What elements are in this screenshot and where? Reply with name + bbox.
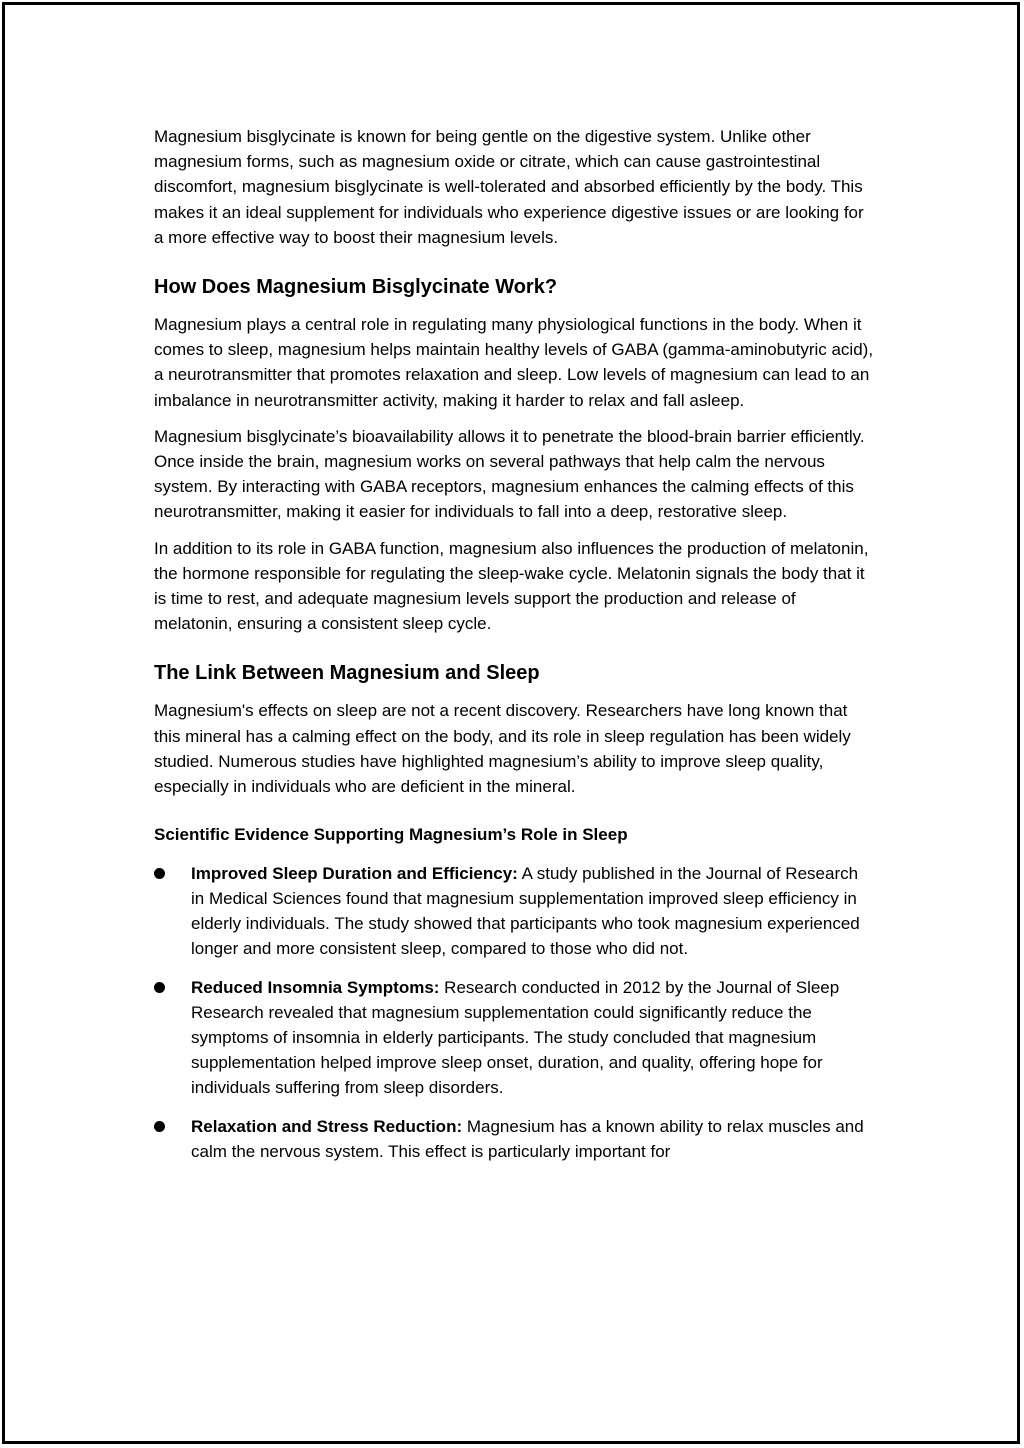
body-paragraph: In addition to its role in GABA function, magnesium also influences the production of melatonin, the hormone responsible for regulating the sleep-wake cycle. Melatonin signals the body that it is time to rest, and adequate magnesium levels support the production and release of melatonin, ensuring a consistent sleep cycle. [154, 538, 869, 634]
list-item [154, 1114, 874, 1164]
document-body [154, 124, 874, 1178]
body-paragraph: Magnesium plays a central role in regulating many physiological functions in the body. When it comes to sleep, magnesium helps maintain healthy levels of GABA (gamma-aminobutyric acid), a neurotransmitter that promotes relaxation and sleep. Low levels of magnesium can lead to an imbalance in neurotransmitter activity, making it harder to relax and fall asleep. [154, 315, 874, 410]
bullet-icon [154, 982, 165, 993]
evidence-bullet-list [154, 861, 874, 1164]
bullet-icon [154, 868, 165, 879]
section-heading-how-it-works: How Does Magnesium Bisglycinate Work? [154, 276, 558, 299]
bullet-text: A study published in the Journal of Research in Medical Sciences found that magnesium supplementation improved sleep efficiency in elderly individuals. The study showed that participants who took magnesium experienced longer and more consistent sleep, compared to those who did not. [191, 864, 860, 959]
bullet-icon [154, 1121, 165, 1132]
subheading-scientific-evidence: Scientific Evidence Supporting Magnesium’s Role in Sleep [154, 825, 628, 845]
section-heading-link-sleep: The Link Between Magnesium and Sleep [154, 662, 540, 685]
bullet-text: Research conducted in 2012 by the Journal of Sleep Research revealed that magnesium supplementation could significantly reduce the symptoms of insomnia in elderly participants. The study concluded that magnesium supplementation helped improve sleep onset, duration, and quality, offering hope for individuals suffering from sleep disorders. [191, 978, 840, 1098]
bullet-text: Magnesium has a known ability to relax muscles and calm the nervous system. This effect is particularly important for [191, 1117, 864, 1162]
body-paragraph: Magnesium's effects on sleep are not a recent discovery. Researchers have long known that this mineral has a calming effect on the body, and its role in sleep regulation has been widely studied. Numerous studies have highlighted magnesium’s ability to improve sleep quality, especially in individuals who are deficient in the mineral. [154, 701, 851, 797]
body-paragraph: Magnesium bisglycinate’s bioavailability allows it to penetrate the blood-brain barrier efficiently. Once inside the brain, magnesium works on several pathways that help calm the nervous system. By interacting with GABA receptors, magnesium enhances the calming effects of this neurotransmitter, making it easier for individuals to fall into a deep, restorative sleep. [154, 426, 865, 522]
bullet-lead: Reduced Insomnia Symptoms: [191, 978, 440, 998]
bullet-lead: Improved Sleep Duration and Efficiency: [191, 864, 518, 884]
list-item [154, 975, 874, 1100]
list-item [154, 861, 874, 961]
intro-paragraph: Magnesium bisglycinate is known for being gentle on the digestive system. Unlike other magnesium forms, such as magnesium oxide or citrate, which can cause gastrointestinal discomfort, magnesium bisglycinate is well-tolerated and absorbed efficiently by the body. This makes it an ideal supplement for individuals who experience digestive issues or are looking for a more effective way to boost their magnesium levels. [154, 127, 864, 247]
bullet-lead: Relaxation and Stress Reduction: [191, 1117, 463, 1137]
